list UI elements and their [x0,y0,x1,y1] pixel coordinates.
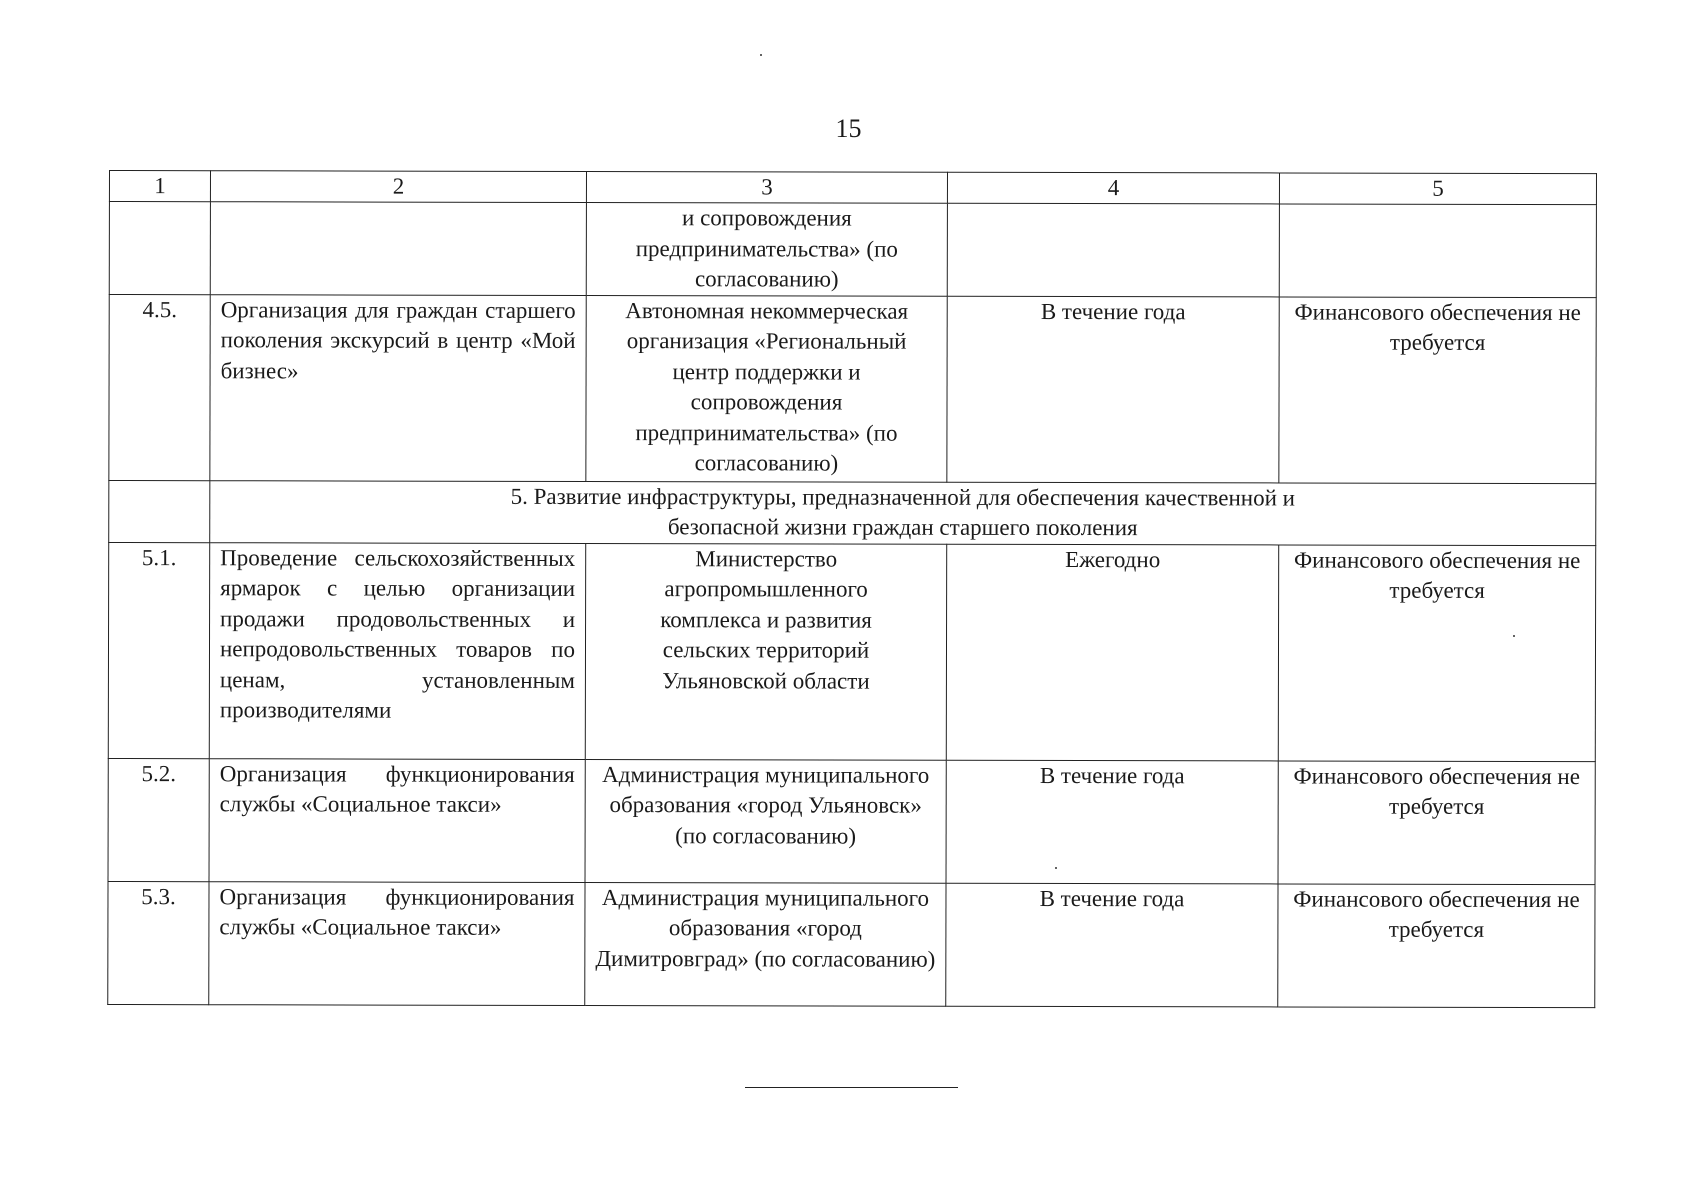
end-of-document-rule [745,1087,958,1088]
table-row [109,202,1596,298]
section-row [109,480,1596,545]
row-number: 5.3. [108,881,209,1004]
row-activity: Организация для граждан старшего поколения экскурсий в центр «Мой бизнес» [210,294,586,481]
row-executor: и сопровождения предпринимательства» (по согласованию) [586,203,947,296]
row-activity: Организация функционирования службы «Социальное такси» [209,758,585,882]
row-term: В течение года [946,760,1278,884]
section-number-cell [109,480,210,542]
row-number [109,202,210,295]
action-plan-table [107,170,1597,1008]
row-executor: Администрация муниципального образования «город Ульяновск» (по согласованию) [585,759,946,883]
page-number: 15 [835,114,862,143]
scan-speck [760,54,762,56]
row-financing: Финансового обеспечения не требуется [1278,544,1595,761]
table-row [108,758,1595,884]
row-number: 5.2. [108,758,209,881]
table-row [108,542,1595,761]
column-header-3: 3 [586,172,947,204]
column-header-1: 1 [109,171,210,202]
row-executor: Министерство агропромышленного комплекса и развития сельских территорий Ульяновской области [585,543,946,760]
column-header-4: 4 [947,172,1279,204]
row-financing: Финансового обеспечения не требуется [1279,296,1596,483]
row-activity: Организация функционирования службы «Социальное такси» [209,881,585,1005]
column-header-5: 5 [1279,173,1596,205]
row-term: В течение года [947,296,1279,483]
row-financing: Финансового обеспечения не требуется [1278,883,1595,1007]
row-number: 4.5. [109,294,210,480]
row-executor: Автономная некоммерческая организация «Региональный центр поддержки и сопровождения предпринимательства» (по согласованию) [586,295,947,482]
row-executor: Администрация муниципального образования «город Димитровград» (по согласованию) [585,882,946,1006]
row-activity [210,202,586,295]
row-term [947,203,1279,296]
section-title: 5. Развитие инфраструктуры, предназначенной для обеспечения качественной и безопасной жизни граждан старшего поколения [210,480,1596,545]
row-number: 5.1. [108,542,209,758]
row-term: Ежегодно [946,544,1278,761]
column-header-2: 2 [210,171,586,203]
row-term: В течение года [946,883,1278,1007]
table-row [109,294,1596,483]
row-activity: Проведение сельскохозяйственных ярмарок с целью организации продажи продовольственных и непродовольственных товаров по ценам, установленным производителями [209,542,585,759]
table-row [108,881,1595,1007]
table-header-row [109,171,1596,205]
row-financing [1279,204,1596,297]
row-financing: Финансового обеспечения не требуется [1278,760,1595,884]
